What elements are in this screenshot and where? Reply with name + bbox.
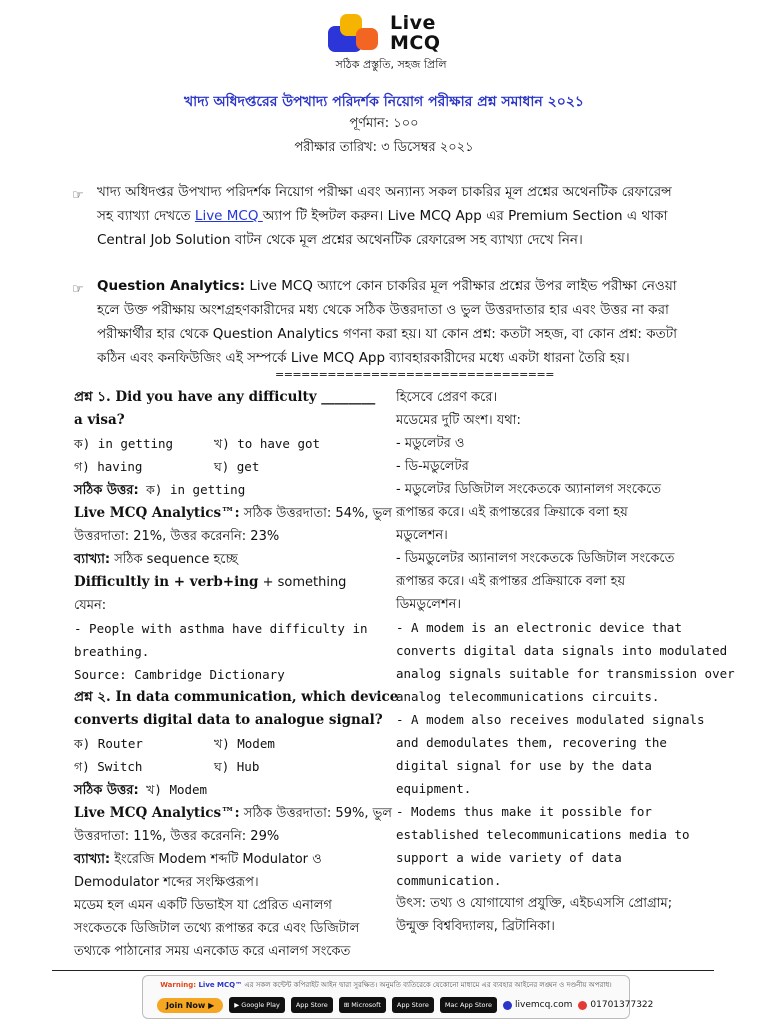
source-line: Source: Cambridge Dictionary [74, 667, 285, 682]
explanation-label: ব্যাখ্যা: [74, 852, 111, 867]
install-note-body [97, 180, 702, 252]
options-row [74, 755, 374, 778]
analytics-label: Live MCQ Analytics™: [74, 805, 240, 821]
answer-label: সঠিক উত্তর: [74, 783, 139, 798]
answer-value: ক) in getting [138, 482, 246, 497]
rule-rest: + something [258, 575, 347, 590]
answer-value: খ) Modem [138, 782, 208, 797]
question-2-cont: converts digital data to analogue signal? [74, 712, 383, 728]
analytics-label: Live MCQ Analytics™: [74, 505, 240, 521]
explanation-line: রূপান্তর করে। এই রূপান্তর প্রক্রিয়াকে বলা হয় [396, 574, 626, 589]
pointing-hand-icon: ☞ [72, 188, 84, 203]
logo-word-mcq: MCQ [390, 32, 441, 54]
analytics-line: উত্তরদাতা: 21%, উত্তর করেননি: 23% [74, 529, 280, 544]
google-play-badge[interactable]: ▶ Google Play [229, 997, 285, 1013]
explanation-line: - মডুলেটর ও [396, 436, 465, 451]
explanation-label: ব্যাখ্যা: [74, 552, 111, 567]
analytics-line [74, 502, 392, 525]
warning-label: Warning: [160, 981, 197, 989]
separator-line: ================================ [275, 368, 554, 381]
note-line: Central Job Solution বাটন থেকে মূল প্রশ্নের অথেনটিক রেফারেন্স সহ ব্যাখ্যা দেখে নিন। [97, 232, 583, 248]
english-line: - Modems thus make it possible for [396, 804, 652, 819]
note-line [97, 204, 702, 228]
source-line: উন্মুক্ত বিশ্ববিদ্যালয়, ব্রিটানিকা। [396, 919, 555, 934]
install-note [72, 180, 702, 252]
exam-date: পরীক্ষার তারিখ: ৩ ডিসেম্বর ২০২১ [294, 140, 474, 155]
globe-icon [503, 1001, 512, 1010]
english-line: - A modem also receives modulated signals [396, 712, 705, 727]
footer-banner [142, 975, 654, 1019]
analytics-value: সঠিক উত্তরদাতা: 59%, ভুল [239, 806, 392, 821]
english-line: digital signal for use by the data [396, 758, 652, 773]
question-analytics-label: Question Analytics: [97, 278, 246, 294]
answer-label: সঠিক উত্তর: [74, 483, 139, 498]
explanation-line: - মডুলেটর ডিজিটাল সংকেতকে অ্যানালগ সংকেতে [396, 482, 662, 497]
phone-text: 01701377322 [590, 1000, 654, 1010]
english-line: established telecommunications media to [396, 827, 690, 842]
warning-brand: Live MCQ™ [196, 981, 243, 989]
example-line: - People with asthma have difficulty in [74, 621, 368, 636]
note-line: হলে উক্ত পরীক্ষায় অংশগ্রহণকারীদের মধ্য থেকে সঠিক উত্তরদাতা ও ভুল উত্তরদাতার হার এবং উত্তর না করা [97, 302, 669, 318]
logo-word-live: Live [390, 12, 436, 34]
options-row [74, 732, 374, 755]
copyright-warning [143, 979, 629, 991]
explanation-line: মডুলেশন। [396, 528, 448, 543]
explanation-text: ইংরেজি Modem শব্দটি Modulator ও [110, 852, 322, 867]
english-line: equipment. [396, 781, 472, 796]
option-gha: ঘ) get [214, 459, 260, 474]
footer-actions [157, 997, 653, 1013]
note-line [97, 274, 702, 298]
correct-answer [74, 778, 374, 802]
english-line: analog signals suitable for transmission over [396, 666, 735, 681]
option-ka: ক) Router [74, 736, 143, 751]
explanation-line: সংকেতকে ডিজিটাল তথ্যে রূপান্তর করে এবং ডিজিটাল [74, 921, 360, 936]
question-1: প্রশ্ন ১. Did you have any difficulty ________ [74, 389, 376, 405]
explanation [74, 848, 374, 871]
option-ga: গ) Switch [74, 759, 143, 774]
analytics-line: উত্তরদাতা: 11%, উত্তর করেননি: 29% [74, 829, 280, 844]
question-2: প্রশ্ন ২. In data communication, which device [74, 689, 399, 705]
join-now-button[interactable]: Join Now ▶ [157, 998, 223, 1013]
explanation-line: Demodulator শব্দের সংক্ষিপ্তরূপ। [74, 875, 259, 890]
explanation-text: সঠিক sequence হচ্ছে [110, 552, 238, 567]
app-store-badge[interactable]: App Store [291, 997, 333, 1013]
note-text: অ্যাপ টি ইন্সটল করুন। Live MCQ App এর Premium Section এ থাকা [262, 208, 668, 224]
page-title: খাদ্য অধিদপ্তরের উপখাদ্য পরিদর্শক নিয়োগ পরীক্ষার প্রশ্ন সমাধান ২০২১ [183, 94, 585, 110]
example-label: যেমন: [74, 598, 107, 613]
note-line: খাদ্য অধিদপ্তর উপখাদ্য পরিদর্শক নিয়োগ পরীক্ষা এবং অন্যান্য সকল চাকরির মূল প্রশ্নের অথেনটিক রেফারেন্স [97, 184, 672, 200]
explanation-line: - ডি-মডুলেটর [396, 459, 469, 474]
explanation-line: তথ্যকে পাঠানোর সময় এনকোড করে এনালগ সংকেত [74, 944, 351, 959]
logo-tagline: সঠিক প্রস্তুতি, সহজ প্রিলি [335, 58, 447, 71]
note-text: Live MCQ অ্যাপে কোন চাকরির মূল পরীক্ষার প্রশ্নের উপর লাইভ পরীক্ষা নেওয়া [245, 278, 677, 294]
grammar-rule [74, 571, 374, 594]
option-kha: খ) Modem [214, 736, 275, 751]
option-kha: খ) to have got [214, 436, 321, 451]
note-text: সহ ব্যাখ্যা দেখতে [97, 208, 195, 224]
explanation-line: ডিমডুলেশন। [396, 597, 462, 612]
analytics-value: সঠিক উত্তরদাতা: 54%, ভুল [239, 506, 392, 521]
english-line: converts digital data signals into modulated [396, 643, 728, 658]
explanation-line: মডেমের দুটি অংশ। যথা: [396, 413, 521, 428]
logo-square-orange [356, 28, 378, 50]
microsoft-badge[interactable]: ⊞ Microsoft [339, 997, 386, 1013]
explanation-line: রূপান্তর করে। এই রূপান্তরের ক্রিয়াকে বলা হয় [396, 505, 628, 520]
phone[interactable] [578, 1000, 653, 1010]
explanation-line: হিসেবে প্রেরণ করে। [396, 390, 498, 405]
pointing-hand-icon: ☞ [72, 282, 84, 297]
explanation-line: মডেম হল এমন একটি ডিভাইস যা প্রেরিত এনালগ [74, 898, 332, 913]
app-store-badge-2[interactable]: App Store [392, 997, 434, 1013]
website-text: livemcq.com [515, 1000, 573, 1010]
left-column [74, 386, 399, 963]
option-ka: ক) in getting [74, 436, 174, 451]
footer-divider [52, 970, 714, 971]
mac-app-store-badge[interactable]: Mac App Store [440, 997, 497, 1013]
explanation [74, 548, 374, 571]
analytics-note-body [97, 274, 702, 370]
explanation-line: - ডিমডুলেটর অ্যানালগ সংকেতকে ডিজিটাল সংকেতে [396, 551, 675, 566]
note-line: পরীক্ষার্থীর হার থেকে Question Analytics গণনা করা হয়। যা কোন প্রশ্ন: কতটা সহজ, বা কোন প্রশ্ন: কতটা [97, 326, 678, 342]
option-gha: ঘ) Hub [214, 759, 260, 774]
rule-bold: Difficultly in + verb+ing [74, 574, 259, 590]
option-ga: গ) having [74, 459, 143, 474]
english-line: support a wide variety of data [396, 850, 622, 865]
english-line: analog telecommunications circuits. [396, 689, 660, 704]
warning-text: এর সকল কন্টেন্ট কপিরাইট আইন দ্বারা সুরক্ষিত। অনুমতি ব্যতিরেকে যেকোনো মাধ্যমে এর ব্যবহার আইনের লঙ্ঘন ও দণ্ডনীয় অপরাধ। [242, 981, 612, 989]
analytics-note [72, 274, 702, 370]
live-mcq-logo [326, 12, 456, 72]
example-line: breathing. [74, 644, 150, 659]
options-row [74, 455, 374, 478]
right-column [396, 386, 735, 938]
english-line: communication. [396, 873, 502, 888]
correct-answer [74, 478, 374, 502]
phone-icon [578, 1001, 587, 1010]
options-row [74, 432, 374, 455]
question-1-cont: a visa? [74, 412, 125, 428]
source-line: উৎস: তথ্য ও যোগাযোগ প্রযুক্তি, এইচএসসি প্রোগ্রাম; [396, 896, 673, 911]
note-line: কঠিন এবং কনফিউজিং এই সম্পর্কে Live MCQ App ব্যাবহারকারীদের মধ্যে একটা ধারনা তৈরি হয়। [97, 350, 630, 366]
english-line: and demodulates them, recovering the [396, 735, 667, 750]
website[interactable] [503, 1000, 572, 1010]
analytics-line [74, 802, 392, 825]
full-marks: পূর্ণমান: ১০০ [349, 116, 419, 131]
live-mcq-link[interactable]: Live MCQ [194, 208, 263, 224]
english-line: - A modem is an electronic device that [396, 620, 682, 635]
